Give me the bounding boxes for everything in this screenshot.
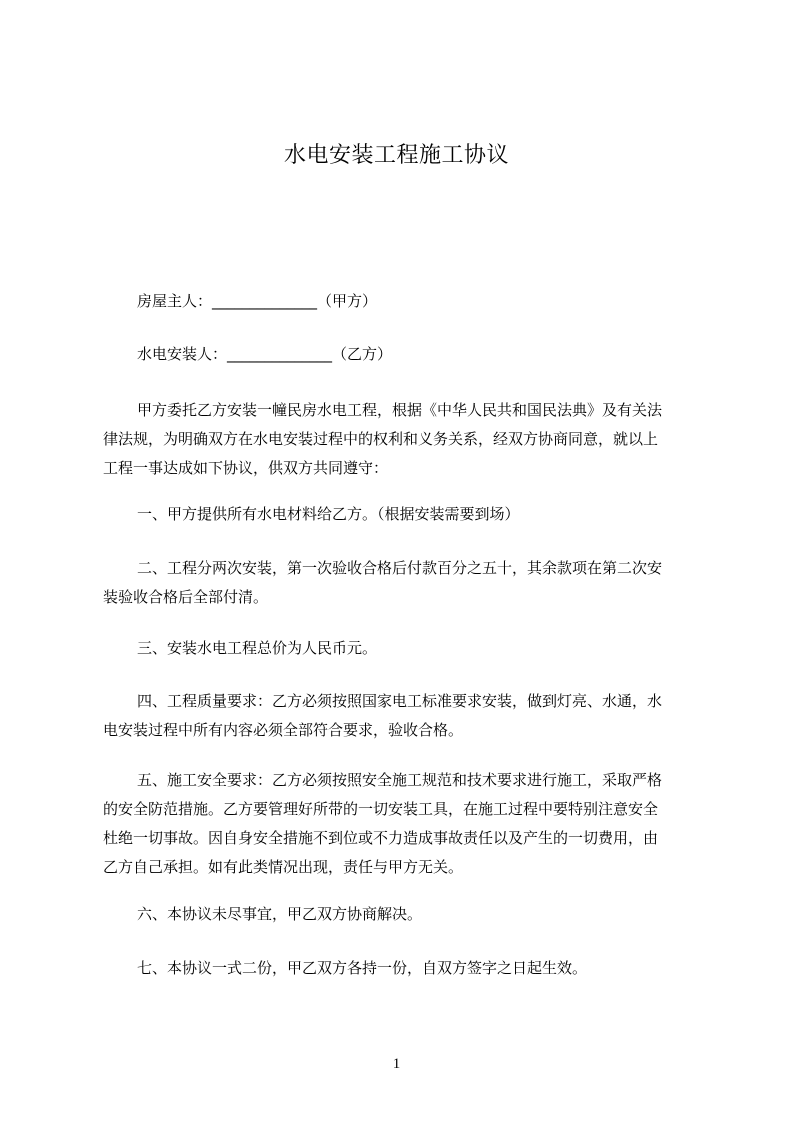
paragraph-line: 五、施工安全要求：乙方必须按照安全施工规范和技术要求进行施工，采取严格 <box>137 771 663 789</box>
party-b-line: 水电安装人：______________（乙方） <box>137 345 393 363</box>
paragraph-line: 七、本协议一式二份，甲乙双方各持一份，自双方签字之日起生效。 <box>137 959 588 977</box>
clause-1 <box>103 500 701 529</box>
paragraph-line: 三、安装水电工程总价为人民币元。 <box>137 639 378 657</box>
clause-5 <box>103 766 701 882</box>
paragraph-line: 甲方委托乙方安装一幢民房水电工程，根据《中华人民共和国民法典》及有关法 <box>137 401 663 419</box>
paragraph-line: 律法规，为明确双方在水电安装过程中的权利和义务关系，经双方协商同意，就以上 <box>103 430 659 448</box>
paragraph-line: 工程一事达成如下协议，供双方共同遵守： <box>103 459 389 477</box>
clause-7 <box>103 954 701 983</box>
preamble-paragraph <box>103 396 701 483</box>
paragraph-line: 乙方自己承担。如有此类情况出现，责任与甲方无关。 <box>103 858 464 876</box>
clause-3 <box>103 634 701 663</box>
paragraph-line: 一、甲方提供所有水电材料给乙方。（根据安装需要到场） <box>137 505 520 523</box>
paragraph-line: 六、本协议未尽事宜，甲乙双方协商解决。 <box>137 905 423 923</box>
paragraph-line: 二、工程分两次安装，第一次验收合格后付款百分之五十，其余款项在第二次安 <box>137 559 663 577</box>
paragraph-line: 的安全防范措施。乙方要管理好所带的一切安装工具，在施工过程中要特别注意安全 <box>103 800 659 818</box>
paragraph-line: 电安装过程中所有内容必须全部符合要求，验收合格。 <box>103 721 464 739</box>
clause-2 <box>103 554 701 612</box>
paragraph-line: 杜绝一切事故。因自身安全措施不到位或不力造成事故责任以及产生的一切费用，由 <box>103 829 659 847</box>
clause-6 <box>103 900 701 929</box>
page-number: 1 <box>392 1056 401 1072</box>
paragraph-line: 装验收合格后全部付清。 <box>103 588 269 606</box>
clause-4 <box>103 687 701 745</box>
paragraph-line: 四、工程质量要求：乙方必须按照国家电工标准要求安装，做到灯亮、水通，水 <box>137 692 663 710</box>
party-a-line: 房屋主人：______________（甲方） <box>137 292 378 310</box>
document-title: 水电安装工程施工协议 <box>283 143 509 168</box>
